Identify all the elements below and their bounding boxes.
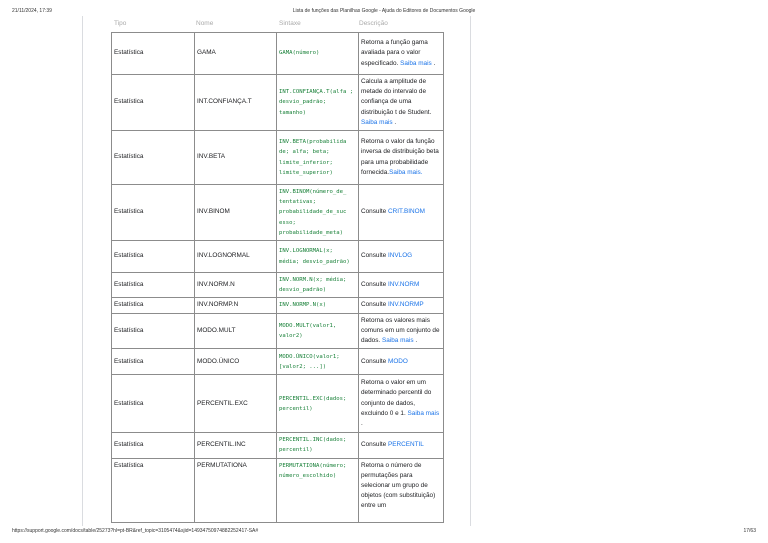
cell-nome: INV.BINOM — [195, 185, 277, 241]
table-row — [112, 273, 444, 298]
cell-descricao — [359, 298, 444, 313]
cell-descricao — [359, 75, 444, 131]
description-text: Retorna os valores mais comuns em um conjunto de dados. — [361, 316, 440, 345]
left-divider — [82, 16, 83, 526]
description-link[interactable]: MODO — [388, 357, 408, 365]
description-tail: . — [431, 59, 436, 67]
cell-descricao — [359, 349, 444, 375]
functions-table — [111, 32, 444, 523]
cell-descricao — [359, 375, 444, 433]
cell-tipo: Estatística — [112, 185, 195, 241]
cell-descricao — [359, 131, 444, 185]
description-text: Calcula a amplitude de metade do intervalo de confiança de uma distribuição t de Student. — [361, 78, 432, 116]
cell-nome: GAMA — [195, 33, 277, 75]
cell-descricao — [359, 313, 444, 349]
table-row — [112, 241, 444, 273]
description-link[interactable]: INVLOG — [388, 252, 413, 260]
description-text: Consulte — [361, 357, 388, 365]
cell-tipo: Estatística — [112, 375, 195, 433]
description-text: Consulte — [361, 208, 388, 216]
cell-sintaxe: PERMUTATIONA(número; número_escolhido) — [277, 458, 359, 522]
print-url: https://support.google.com/docs/table/25273?hl=pt-BR&ref_topic=3105474&sjid=14934750974882252417-SA# — [12, 528, 259, 534]
cell-nome: MODO.ÚNICO — [195, 349, 277, 375]
page-number: 17/63 — [743, 528, 756, 534]
column-header-nome: Nome — [196, 20, 214, 27]
cell-nome: INV.LOGNORMAL — [195, 241, 277, 273]
cell-nome: PERCENTIL.EXC — [195, 375, 277, 433]
table-row — [112, 298, 444, 313]
description-tail: . — [392, 118, 397, 126]
description-link[interactable]: Saiba mais. — [389, 168, 423, 176]
table-row — [112, 75, 444, 131]
description-text: Consulte — [361, 301, 388, 309]
cell-sintaxe: INT.CONFIANÇA.T(alfa ; desvio_padrão; tamanho) — [277, 75, 359, 131]
description-text: Retorna o valor da função inversa de distribuição beta para uma probabilidade fornecida. — [361, 138, 439, 176]
cell-descricao — [359, 241, 444, 273]
cell-sintaxe: PERCENTIL.EXC(dados; percentil) — [277, 375, 359, 433]
description-link[interactable]: Saiba mais — [361, 118, 393, 126]
description-link[interactable]: Saiba mais — [407, 409, 440, 417]
cell-sintaxe: INV.BETA(probabilida de; alfa; beta; limite_inferior; limite_superior) — [277, 131, 359, 185]
cell-sintaxe: MODO.MULT(valor1, valor2) — [277, 313, 359, 349]
print-page-title: Lista de funções das Planilhas Google - Ajuda do Editores de Documentos Google — [292, 8, 476, 14]
description-link[interactable]: Saiba mais — [400, 59, 432, 67]
description-tail: . — [361, 420, 363, 428]
cell-tipo: Estatística — [112, 458, 195, 522]
table-row — [112, 33, 444, 75]
cell-tipo: Estatística — [112, 241, 195, 273]
cell-tipo: Estatística — [112, 33, 195, 75]
description-link[interactable]: INV.NORM — [388, 281, 420, 289]
cell-nome: INV.NORM.N — [195, 273, 277, 298]
cell-tipo: Estatística — [112, 131, 195, 185]
cell-sintaxe: INV.BINOM(número_de_ tentativas; probabilidade_de_suc esso; probabilidade_meta) — [277, 185, 359, 241]
cell-tipo: Estatística — [112, 75, 195, 131]
cell-sintaxe: INV.NORM.N(x; média; desvio_padrão) — [277, 273, 359, 298]
description-link[interactable]: Saiba mais — [381, 337, 414, 345]
table-row — [112, 349, 444, 375]
table-row — [112, 375, 444, 433]
print-datetime: 21/11/2024, 17:39 — [12, 8, 52, 14]
table-row — [112, 185, 444, 241]
column-header-tipo: Tipo — [114, 20, 127, 27]
cell-sintaxe: INV.NORMP.N(x) — [277, 298, 359, 313]
table-row — [112, 131, 444, 185]
description-text: Consulte — [361, 281, 388, 289]
description-text: Consulte — [361, 252, 388, 260]
cell-nome: MODO.MULT — [195, 313, 277, 349]
description-text: Retorna o valor em um determinado percentil do conjunto de dados, excluindo 0 e 1. — [361, 379, 432, 417]
cell-tipo: Estatística — [112, 349, 195, 375]
cell-nome: INT.CONFIANÇA.T — [195, 75, 277, 131]
table-row — [112, 313, 444, 349]
table-row — [112, 458, 444, 522]
cell-sintaxe: GAMA(número) — [277, 33, 359, 75]
description-link[interactable]: CRIT.BINOM — [388, 208, 425, 216]
cell-descricao — [359, 458, 444, 522]
description-text: Consulte — [361, 441, 388, 449]
description-text: Retorna o número de permutações para selecionar um grupo de objetos (com substituição) entre um — [361, 461, 436, 510]
right-divider — [470, 16, 471, 526]
description-link[interactable]: PERCENTIL — [388, 441, 424, 449]
cell-nome: PERCENTIL.INC — [195, 433, 277, 458]
cell-descricao — [359, 185, 444, 241]
cell-tipo: Estatística — [112, 313, 195, 349]
cell-descricao — [359, 33, 444, 75]
table-row — [112, 433, 444, 458]
cell-sintaxe: MODO.ÚNICO(valor1; [valor2; ...]) — [277, 349, 359, 375]
description-link[interactable]: INV.NORMP — [388, 301, 424, 309]
description-text: Retorna a função gama avaliada para o valor especificado. — [361, 39, 428, 67]
cell-sintaxe: INV.LOGNORMAL(x; média; desvio_padrão) — [277, 241, 359, 273]
cell-nome: INV.BETA — [195, 131, 277, 185]
cell-descricao — [359, 273, 444, 298]
column-header-descricao: Descrição — [359, 20, 388, 27]
cell-descricao — [359, 433, 444, 458]
description-tail: . — [413, 337, 418, 345]
cell-tipo: Estatística — [112, 298, 195, 313]
cell-tipo: Estatística — [112, 433, 195, 458]
cell-sintaxe: PERCENTIL.INC(dados; percentil) — [277, 433, 359, 458]
column-header-sintaxe: Sintaxe — [279, 20, 301, 27]
cell-nome: PERMUTATIONA — [195, 458, 277, 522]
cell-tipo: Estatística — [112, 273, 195, 298]
cell-nome: INV.NORMP.N — [195, 298, 277, 313]
